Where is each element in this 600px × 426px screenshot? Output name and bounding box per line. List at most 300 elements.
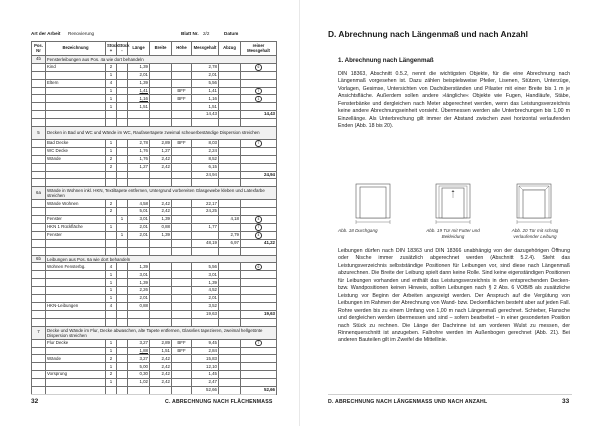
table-cell bbox=[46, 363, 106, 371]
table-row bbox=[32, 163, 277, 171]
table-cell: 0,88 bbox=[128, 302, 150, 310]
subtotal-cell bbox=[172, 310, 192, 318]
table-row bbox=[32, 208, 277, 216]
position-description-row bbox=[32, 326, 277, 339]
body-paragraph-2 bbox=[338, 248, 570, 345]
table-cell: 1 bbox=[106, 147, 117, 155]
table-cell: 2,42 bbox=[150, 155, 172, 163]
table-cell bbox=[150, 271, 172, 279]
table-cell: 2 bbox=[106, 163, 117, 171]
table-cell: 6,15 bbox=[192, 163, 219, 171]
table-cell bbox=[219, 295, 241, 303]
subtotal-row bbox=[32, 171, 277, 179]
table-cell bbox=[219, 355, 241, 363]
table-cell bbox=[241, 379, 277, 387]
column-header: Höhe bbox=[172, 42, 192, 56]
table-cell: 4,52 bbox=[192, 287, 219, 295]
table-cell bbox=[46, 103, 106, 111]
column-header: Länge bbox=[128, 42, 150, 56]
subtotal-cell: 41,22 bbox=[241, 239, 277, 247]
empty-cell bbox=[46, 119, 106, 127]
table-cell bbox=[32, 302, 46, 310]
subtotal-row bbox=[32, 310, 277, 318]
empty-cell bbox=[32, 119, 46, 127]
empty-cell bbox=[192, 247, 219, 255]
table-cell bbox=[46, 71, 106, 79]
table-cell: 1 bbox=[106, 347, 117, 355]
empty-cell bbox=[219, 318, 241, 326]
table-cell: 1,39 bbox=[128, 63, 150, 71]
table-cell: 2,01 bbox=[128, 224, 150, 232]
table-cell: 3,27 bbox=[128, 339, 150, 347]
reference-number-badge: 7 bbox=[255, 140, 262, 147]
table-cell: 1,51 bbox=[150, 347, 172, 355]
table-cell bbox=[172, 208, 192, 216]
table-cell: 1 bbox=[106, 379, 117, 387]
table-cell: 0,30 bbox=[128, 371, 150, 379]
table-cell: 2,01 bbox=[192, 295, 219, 303]
table-cell bbox=[219, 140, 241, 148]
table-cell bbox=[46, 379, 106, 387]
table-cell bbox=[117, 155, 128, 163]
subtotal-cell: 24,94 bbox=[241, 171, 277, 179]
empty-cell bbox=[128, 119, 150, 127]
column-header: Breite bbox=[150, 42, 172, 56]
table-cell: 1,39 bbox=[128, 79, 150, 87]
table-cell bbox=[32, 163, 46, 171]
table-cell bbox=[241, 200, 277, 208]
table-cell bbox=[32, 355, 46, 363]
table-cell bbox=[192, 216, 219, 224]
empty-cell bbox=[117, 247, 128, 255]
column-header: Abzug bbox=[219, 42, 241, 56]
table-cell bbox=[117, 63, 128, 71]
position-description: Wände in Wohnen inkl. HKN, Textiltapete entfernen, Untergrund vorbereiten Glasgewebe kleben und Latexfarbe streichen bbox=[46, 187, 277, 200]
table-cell bbox=[117, 224, 128, 232]
table-cell bbox=[150, 302, 172, 310]
table-cell bbox=[117, 79, 128, 87]
table-cell bbox=[32, 363, 46, 371]
table-cell bbox=[241, 231, 277, 239]
running-head-left: C. ABRECHNUNG NACH FLÄCHENMASS bbox=[165, 399, 273, 405]
table-cell bbox=[172, 263, 192, 271]
table-cell: 2,26 bbox=[128, 287, 150, 295]
reference-number-badge: 7 bbox=[255, 88, 262, 95]
table-row bbox=[32, 271, 277, 279]
table-cell bbox=[219, 339, 241, 347]
position-description-row bbox=[32, 255, 277, 263]
table-cell bbox=[219, 147, 241, 155]
table-cell: 2,89 bbox=[150, 339, 172, 347]
table-cell bbox=[117, 200, 128, 208]
table-cell: 2,01 bbox=[128, 71, 150, 79]
empty-cell bbox=[32, 179, 46, 187]
table-cell: 2 bbox=[106, 208, 117, 216]
figure-19-door-frame bbox=[430, 182, 476, 226]
table-spacer-row bbox=[32, 179, 277, 187]
table-cell bbox=[117, 302, 128, 310]
empty-cell bbox=[46, 247, 106, 255]
table-header-row bbox=[32, 42, 277, 56]
empty-cell bbox=[241, 119, 277, 127]
table-row bbox=[32, 147, 277, 155]
table-cell bbox=[32, 287, 46, 295]
table-cell bbox=[46, 287, 106, 295]
datum-label: Datum bbox=[224, 31, 239, 36]
table-cell: Fenster bbox=[46, 216, 106, 224]
table-cell: 5,56 bbox=[192, 79, 219, 87]
table-cell bbox=[241, 79, 277, 87]
table-cell: 1,16 bbox=[128, 95, 150, 103]
subtotal-cell bbox=[106, 171, 117, 179]
table-cell bbox=[46, 87, 106, 95]
table-cell bbox=[117, 208, 128, 216]
subtotal-cell bbox=[150, 111, 172, 119]
section-title: 1. Abrechnung nach Längenmaß bbox=[338, 57, 434, 64]
table-cell bbox=[219, 87, 241, 95]
table-cell: 1,45 bbox=[192, 371, 219, 379]
table-cell: 1 bbox=[106, 363, 117, 371]
table-cell: 2,42 bbox=[150, 363, 172, 371]
table-cell bbox=[241, 339, 277, 347]
table-cell bbox=[32, 103, 46, 111]
subtotal-cell bbox=[117, 171, 128, 179]
table-cell bbox=[150, 63, 172, 71]
table-cell bbox=[117, 347, 128, 355]
table-cell bbox=[219, 287, 241, 295]
table-row bbox=[32, 87, 277, 95]
table-cell bbox=[150, 295, 172, 303]
table-cell bbox=[106, 216, 117, 224]
table-cell: 0,88 bbox=[150, 224, 172, 232]
table-cell: BFF bbox=[172, 95, 192, 103]
table-row bbox=[32, 63, 277, 71]
subtotal-cell: 14,43 bbox=[241, 111, 277, 119]
table-cell: BFF bbox=[172, 140, 192, 148]
table-cell bbox=[106, 231, 117, 239]
table-cell: BFF bbox=[172, 87, 192, 95]
table-cell bbox=[219, 79, 241, 87]
empty-cell bbox=[46, 318, 106, 326]
table-cell bbox=[241, 163, 277, 171]
subtotal-cell bbox=[32, 239, 46, 247]
table-cell: 2,84 bbox=[192, 347, 219, 355]
table-cell bbox=[32, 79, 46, 87]
empty-cell bbox=[192, 318, 219, 326]
table-cell: 1,39 bbox=[128, 263, 150, 271]
table-cell bbox=[241, 279, 277, 287]
table-cell bbox=[172, 363, 192, 371]
table-row bbox=[32, 355, 277, 363]
table-cell bbox=[219, 155, 241, 163]
table-cell: 8,03 bbox=[192, 140, 219, 148]
table-cell bbox=[172, 216, 192, 224]
subtotal-cell bbox=[46, 111, 106, 119]
table-cell bbox=[32, 339, 46, 347]
subtotal-cell: 14,43 bbox=[192, 111, 219, 119]
blatt-label: Blatt Nr. bbox=[181, 31, 199, 36]
table-row bbox=[32, 379, 277, 387]
table-cell bbox=[219, 363, 241, 371]
reference-number-badge: 1 bbox=[255, 96, 262, 103]
table-cell: HKN-Leibungen bbox=[46, 302, 106, 310]
table-cell: HKN 1 Rückfläche bbox=[46, 224, 106, 232]
table-cell bbox=[46, 271, 106, 279]
figure-19-caption: Abb. 19 Tür mit Futter und Bekleidung bbox=[426, 228, 480, 239]
subtotal-cell: 6,97 bbox=[219, 239, 241, 247]
table-cell bbox=[219, 347, 241, 355]
table-cell: 1,76 bbox=[128, 155, 150, 163]
body-paragraph-1 bbox=[338, 71, 570, 131]
table-cell bbox=[117, 279, 128, 287]
table-cell: 1,16 bbox=[192, 95, 219, 103]
table-cell: 2,47 bbox=[192, 379, 219, 387]
table-spacer-row bbox=[32, 318, 277, 326]
table-cell bbox=[172, 355, 192, 363]
table-cell bbox=[241, 363, 277, 371]
empty-cell bbox=[117, 318, 128, 326]
table-cell bbox=[172, 103, 192, 111]
table-spacer-row bbox=[32, 119, 277, 127]
table-cell: 1 bbox=[106, 103, 117, 111]
position-number: 6b bbox=[32, 255, 46, 263]
table-cell bbox=[117, 339, 128, 347]
empty-cell bbox=[150, 179, 172, 187]
table-cell: 1 bbox=[106, 279, 117, 287]
page-number-right: 33 bbox=[562, 398, 570, 405]
figure-18-doorway bbox=[350, 182, 396, 226]
table-cell: 2,42 bbox=[150, 200, 172, 208]
table-cell: Fenster bbox=[46, 231, 106, 239]
table-cell bbox=[219, 95, 241, 103]
table-cell: Wände Wohnen bbox=[46, 200, 106, 208]
table-cell bbox=[241, 140, 277, 148]
table-cell: 2,89 bbox=[150, 140, 172, 148]
table-cell bbox=[46, 295, 106, 303]
table-cell bbox=[32, 140, 46, 148]
table-cell: 4,58 bbox=[128, 200, 150, 208]
table-cell bbox=[150, 103, 172, 111]
table-cell: 1,02 bbox=[128, 379, 150, 387]
table-cell bbox=[117, 95, 128, 103]
column-header: Bezeichnung bbox=[46, 42, 106, 56]
table-cell bbox=[150, 263, 172, 271]
table-row bbox=[32, 140, 277, 148]
table-row bbox=[32, 155, 277, 163]
empty-cell bbox=[117, 179, 128, 187]
table-cell bbox=[117, 140, 128, 148]
column-header: Pos. Nr bbox=[32, 42, 46, 56]
table-cell bbox=[192, 231, 219, 239]
table-cell bbox=[241, 147, 277, 155]
subtotal-cell bbox=[150, 310, 172, 318]
table-cell bbox=[241, 71, 277, 79]
table-cell bbox=[241, 371, 277, 379]
empty-cell bbox=[219, 119, 241, 127]
table-cell: 1,39 bbox=[128, 279, 150, 287]
table-cell bbox=[241, 302, 277, 310]
empty-cell bbox=[172, 119, 192, 127]
table-cell bbox=[117, 271, 128, 279]
column-header: Messgehalt bbox=[192, 42, 219, 56]
table-cell bbox=[32, 263, 46, 271]
table-cell: 1,41 bbox=[192, 87, 219, 95]
position-description: Decke und Wände im Flur, Decke abwaschen, alte Tapete entfernen, Glasvlies tapezieren, zweimal hellgetönte Dispersion streichen bbox=[46, 326, 277, 339]
table-cell: 4 bbox=[106, 79, 117, 87]
table-cell bbox=[32, 95, 46, 103]
table-cell bbox=[46, 95, 106, 103]
table-cell bbox=[32, 224, 46, 232]
column-header: Stück - bbox=[117, 42, 128, 56]
empty-cell bbox=[106, 247, 117, 255]
table-cell bbox=[219, 271, 241, 279]
right-page bbox=[300, 0, 600, 426]
empty-cell bbox=[106, 179, 117, 187]
table-cell bbox=[117, 147, 128, 155]
table-row bbox=[32, 103, 277, 111]
table-cell: Eltern bbox=[46, 79, 106, 87]
subtotal-cell bbox=[128, 310, 150, 318]
table-cell bbox=[219, 63, 241, 71]
table-cell: 1,77 bbox=[192, 224, 219, 232]
table-cell bbox=[32, 155, 46, 163]
table-cell bbox=[219, 263, 241, 271]
reference-number-badge: 7 bbox=[255, 224, 262, 231]
table-cell: 1 bbox=[106, 287, 117, 295]
table-row bbox=[32, 216, 277, 224]
table-cell: 1 bbox=[106, 224, 117, 232]
table-row bbox=[32, 231, 277, 239]
table-cell bbox=[241, 155, 277, 163]
figure-20-caption: Abb. 20 Tür mit schräg verlaufender Leibung bbox=[511, 228, 559, 239]
table-cell bbox=[172, 63, 192, 71]
table-cell bbox=[32, 63, 46, 71]
subtotal-cell bbox=[46, 239, 106, 247]
table-cell bbox=[172, 371, 192, 379]
table-cell: Wände bbox=[46, 355, 106, 363]
table-cell bbox=[117, 379, 128, 387]
empty-cell bbox=[106, 318, 117, 326]
subtotal-cell: 24,94 bbox=[192, 171, 219, 179]
table-cell: 1,39 bbox=[192, 279, 219, 287]
paragraph-text: Leibungen dürfen nach DIN 18363 und DIN 18366 unabhängig von der dazugehörigen Öffnung oder Nische immer zusätzlich abgerechnet werden (Abschnitt 5.2.4). Steht das Leistungsverzeichnis selbstständige Positionen für Leibungen vor, sind diese nach Längenmaß abzurechnen. Die Breite der Leibung spielt dann keine Rolle. Sind keine eigenständigen Positionen für Leibungen vorhanden und enthält das Leistungsverzeichnis in den entsprechenden Decken- bzw. Wandpositionen keinen Hinweis, sollten Leibungen nach § 2 Abs. 6 VOB/B als zusätzliche Leistung vor Beginn der Arbeiten angezeigt werden. Der Anspruch auf die Vergütung von Leibungen im Rahmen der Abrechnung von Wand- bzw. Deckenflächen besteht aber auf jeden Fall. Rohre werden bis zu einem Umfang von 1,00 m nach Längenmaß gerechnet. Schieber, Flansche und dergleichen werden übermessen und sind – sofern bearbeitet – in einer gesonderten Position nach Stück zu rechnen. Die Länge der Dachrinne ist am vorderen Wulst zu messen, der Rinnenquerschnitt ist anzugeben. Fallrohre werden im Außenbogen gerechnet (Abb. 21). Bei anderen Bauteilen gilt im Zweifel die Mittellinie. bbox=[338, 248, 570, 344]
table-cell: 1,88 bbox=[128, 347, 150, 355]
figure-row bbox=[338, 182, 570, 244]
table-cell: 2,01 bbox=[128, 295, 150, 303]
table-cell: 1,51 bbox=[192, 103, 219, 111]
table-cell bbox=[219, 71, 241, 79]
table-row bbox=[32, 287, 277, 295]
subtotal-cell bbox=[32, 310, 46, 318]
subtotal-cell bbox=[219, 111, 241, 119]
empty-cell bbox=[150, 119, 172, 127]
table-cell bbox=[219, 163, 241, 171]
empty-cell bbox=[106, 119, 117, 127]
table-cell bbox=[46, 279, 106, 287]
table-cell: 1,51 bbox=[128, 103, 150, 111]
subtotal-cell bbox=[117, 239, 128, 247]
position-description: Decken in Bad und WC und Wände im WC, Raufasertapete zweimal scheuerbeständige Dispersion streichen bbox=[46, 127, 277, 140]
table-cell bbox=[32, 216, 46, 224]
table-row bbox=[32, 363, 277, 371]
table-cell bbox=[117, 263, 128, 271]
table-cell: Wohnen Fensterbg. bbox=[46, 263, 106, 271]
table-cell: 1 bbox=[106, 87, 117, 95]
reference-number-badge: 6 bbox=[255, 64, 262, 71]
table-cell bbox=[172, 79, 192, 87]
position-number: 6a bbox=[32, 187, 46, 200]
table-cell bbox=[172, 200, 192, 208]
table-cell: 3,01 bbox=[128, 216, 150, 224]
subtotal-cell bbox=[172, 239, 192, 247]
empty-cell bbox=[241, 247, 277, 255]
subtotal-cell bbox=[128, 111, 150, 119]
subtotal-cell bbox=[128, 171, 150, 179]
page-number-left: 32 bbox=[31, 398, 39, 405]
table-cell bbox=[117, 71, 128, 79]
table-cell bbox=[219, 224, 241, 232]
table-cell bbox=[117, 295, 128, 303]
table-cell bbox=[117, 163, 128, 171]
table-cell bbox=[172, 163, 192, 171]
table-cell: 2,42 bbox=[150, 371, 172, 379]
table-cell bbox=[117, 87, 128, 95]
empty-cell bbox=[219, 247, 241, 255]
empty-cell bbox=[172, 247, 192, 255]
table-cell bbox=[32, 200, 46, 208]
table-cell bbox=[150, 79, 172, 87]
table-cell bbox=[150, 71, 172, 79]
table-row bbox=[32, 71, 277, 79]
subtotal-cell bbox=[150, 239, 172, 247]
table-cell bbox=[172, 155, 192, 163]
table-row bbox=[32, 79, 277, 87]
table-cell: 2,42 bbox=[150, 379, 172, 387]
table-cell: 5,00 bbox=[128, 363, 150, 371]
table-cell: 2 bbox=[106, 63, 117, 71]
subtotal-cell bbox=[219, 171, 241, 179]
table-cell: 2,01 bbox=[128, 231, 150, 239]
table-cell: BFF bbox=[172, 339, 192, 347]
table-cell: Kind bbox=[46, 63, 106, 71]
table-cell bbox=[219, 371, 241, 379]
table-cell: 2 bbox=[106, 155, 117, 163]
table-cell: 12,10 bbox=[192, 363, 219, 371]
table-cell bbox=[150, 279, 172, 287]
table-cell: 22,17 bbox=[192, 200, 219, 208]
table-row bbox=[32, 200, 277, 208]
table-cell: 24,25 bbox=[192, 208, 219, 216]
position-description-row bbox=[32, 127, 277, 140]
subtotal-cell bbox=[46, 310, 106, 318]
table-cell bbox=[219, 103, 241, 111]
table-cell bbox=[32, 208, 46, 216]
table-cell bbox=[219, 200, 241, 208]
table-row bbox=[32, 339, 277, 347]
table-row bbox=[32, 279, 277, 287]
table-cell bbox=[219, 379, 241, 387]
table-cell: 1 bbox=[106, 71, 117, 79]
table-cell: 2 bbox=[106, 371, 117, 379]
table-cell bbox=[241, 103, 277, 111]
blatt-value: 2/2 bbox=[203, 31, 210, 36]
table-cell: 2,42 bbox=[150, 208, 172, 216]
table-cell bbox=[46, 163, 106, 171]
subtotal-cell bbox=[106, 111, 117, 119]
subtotal-cell bbox=[128, 239, 150, 247]
table-cell bbox=[32, 379, 46, 387]
table-spacer-row bbox=[32, 247, 277, 255]
